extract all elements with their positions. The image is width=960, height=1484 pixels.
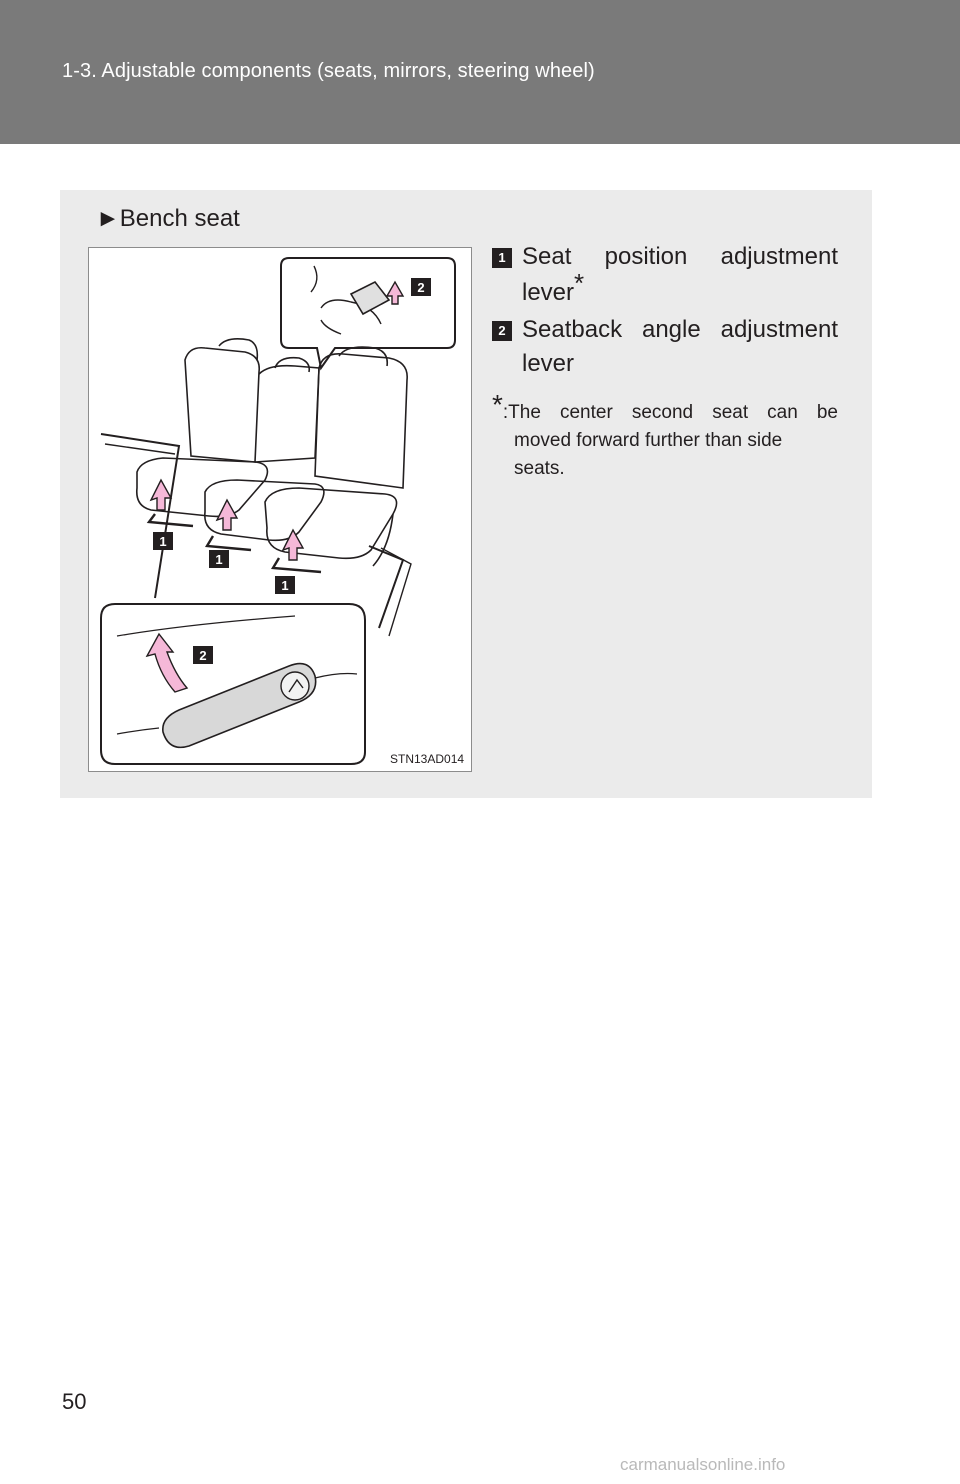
section-title: Bench seat xyxy=(119,205,240,232)
seat-illustration xyxy=(88,247,472,772)
legend-item-2 xyxy=(492,313,838,381)
arrow-up-icon xyxy=(283,530,303,560)
section-heading xyxy=(96,205,240,233)
callout-badge: 1 xyxy=(215,552,223,567)
bench-seat-drawing xyxy=(89,248,471,771)
asterisk-mark: * xyxy=(574,268,585,298)
footnote-line-1: :The center second seat can be xyxy=(502,402,838,423)
callout-badge: 2 xyxy=(417,280,425,295)
header-title: 1-3. Adjustable components (seats, mirrors, steering wheel) xyxy=(62,60,595,82)
callout-badges xyxy=(153,278,431,664)
arrow-up-icon xyxy=(387,282,403,304)
callout-bubble-bottom xyxy=(101,604,365,764)
footnote-asterisk: * xyxy=(492,389,503,420)
callout-badge: 1 xyxy=(281,578,289,593)
legend-item-1 xyxy=(492,240,838,310)
callout-badge: 2 xyxy=(199,648,207,663)
number-badge: 1 xyxy=(492,248,512,268)
arrow-up-icon xyxy=(217,500,237,530)
arrow-up-icon xyxy=(147,634,187,692)
number-badge: 2 xyxy=(492,321,512,341)
footnote-line-2: moved forward further than side xyxy=(514,430,783,451)
arrow-up-icon xyxy=(151,480,171,510)
footnote xyxy=(492,389,838,483)
page-header xyxy=(0,0,960,144)
watermark-text: carmanualsonline.info xyxy=(620,1455,786,1474)
callout-bubble-top xyxy=(281,258,455,368)
legend-text: Seat position adjustment lever xyxy=(522,243,838,306)
legend-text: Seatback angle adjustment lever xyxy=(522,316,838,377)
figure-code: STN13AD014 xyxy=(390,752,465,766)
footnote-line-3: seats. xyxy=(514,458,565,479)
page-number: 50 xyxy=(62,1389,87,1414)
triangle-marker-icon: ► xyxy=(96,205,120,232)
callout-badge: 1 xyxy=(159,534,167,549)
